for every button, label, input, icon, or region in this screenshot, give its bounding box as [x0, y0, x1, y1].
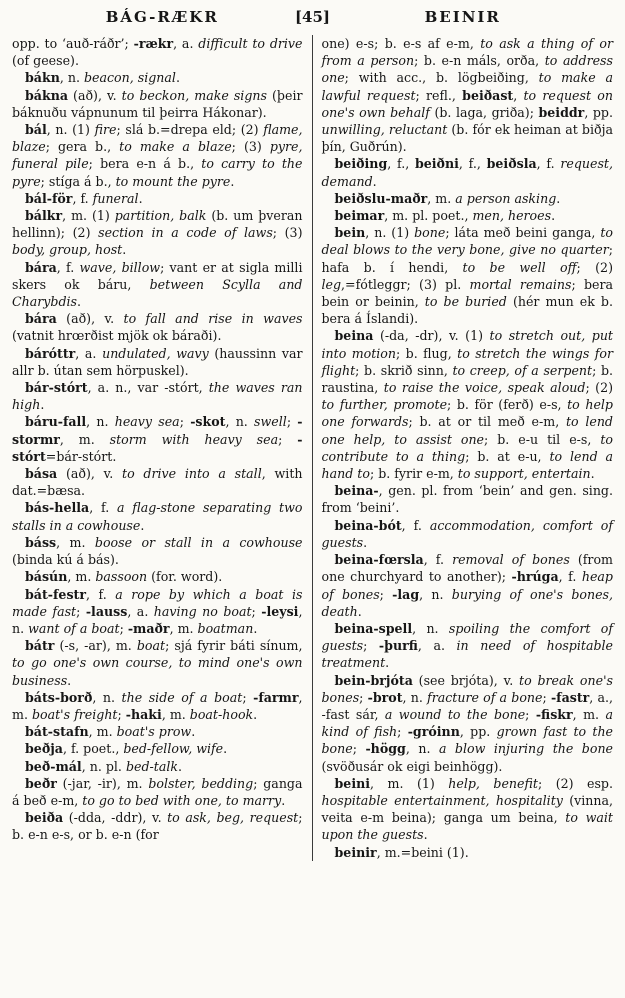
dictionary-entry: bás-hella, f. a flag-stone separating two stalls in a cowhouse.	[12, 500, 303, 533]
dictionary-entry: báss, m. boose or stall in a cowhouse (binda kú á bás).	[12, 534, 303, 568]
dictionary-entry: beinir, m.=beini (1).	[334, 844, 469, 860]
dictionary-entry: báts-borð, n. the side of a boat; -farmr, m. boat's freight; -haki, m. boat-hook.	[12, 689, 303, 722]
dictionary-entry: beiðing, f., beiðni, f., beiðsla, f. request, demand.	[321, 156, 613, 189]
text-block	[12, 35, 613, 861]
dictionary-entry: beina-, gen. pl. from ‘bein’ and gen. sing. from ‘beini’.	[321, 483, 613, 516]
dictionary-entry: bása (að), v. to drive into a stall, with dat.=bæsa.	[12, 466, 303, 499]
header-left-catchword: BÁG-RÆKR	[105, 8, 219, 26]
dictionary-entry: beina-fœrsla, f. removal of bones (from one churchyard to another); -hrúga, f. heap of bones; -lag, n. burying of one's bones, death.	[321, 552, 614, 619]
dictionary-entry: bátr (-s, -ar), m. boat; sjá fyrir báti sínum, to go one's own course, to mind one's own business.	[12, 638, 303, 688]
dictionary-entry: bein-brjóta (see brjóta), v. to break one's bones; -brot, n. fracture of a bone; -fastr, a., -fast sár, a wound to the bone; -fiskr, m. a kind of fish; -gróinn, pp. grown fast to the bone; -högg, n. a blow injuring the bone (svöðusár ok eigi beinhögg).	[321, 672, 614, 774]
dictionary-entry: bál-för, f. funeral.	[25, 190, 143, 206]
dictionary-entry: beðja, f. poet., bed-fellow, wife.	[25, 741, 228, 757]
dictionary-entry: báru-fall, n. heavy sea; -skot, n. swell; -stormr, m. storm with heavy sea; -stórt=bár-stórt.	[12, 414, 303, 464]
dictionary-entry: bár-stórt, a. n., var -stórt, the waves ran high.	[12, 380, 303, 413]
header-right-catchword: BEINIR	[424, 8, 501, 26]
dictionary-entry: bára, f. wave, billow; vant er at sigla milli skers ok báru, between Scylla and Charybdis.	[12, 259, 303, 310]
page-header	[12, 8, 613, 26]
dictionary-entry: bát-festr, f. a rope by which a boat is made fast; -lauss, a. having no boat; -leysi, n. want of a boat; -maðr, m. boatman.	[12, 586, 303, 636]
dictionary-entry: bára (að), v. to fall and rise in waves (vatnit hrœrðist mjök ok báraði).	[12, 311, 303, 344]
dictionary-entry: beiðslu-maðr, m. a person asking.	[334, 190, 561, 206]
dictionary-entry: bálkr, m. (1) partition, balk (b. um þveran hellinn); (2) section in a code of laws; (3) body, group, host.	[12, 208, 303, 258]
right-column	[313, 35, 614, 861]
dictionary-entry: beina-bót, f. accommodation, comfort of guests.	[321, 517, 613, 550]
dictionary-entry: beina (-da, -dr), v. (1) to stretch out, put into motion; b. flug, to stretch the wings for flight; b. skrið sinn, to creep, of a serpent; b. raustina, to raise the voice, speak aloud; (2) to further, promote; b. för (ferð) e-s, to help one forwards; b. at or til með e-m, to lend one help, to assist one; b. e-u til e-s, to contribute to a thing; b. at e-u, to lend a hand to; b. fyrir e-m, to support, entertain.	[321, 328, 614, 482]
dictionary-entry: bát-stafn, m. boat's prow.	[25, 724, 196, 740]
dictionary-entry: bákn, n. beacon, signal.	[25, 70, 180, 86]
dictionary-entry: beimar, m. pl. poet., men, heroes.	[334, 208, 556, 224]
dictionary-entry: beiða (-dda, -ddr), v. to ask, beg, request; b. e-n e-s, or b. e-n (for	[12, 810, 303, 843]
dictionary-entry: bein, n. (1) bone; láta með beini ganga, to deal blows to the very bone, give no quarter; hafa b. í hendi, to be well off; (2) leg,=fótleggr; (3) pl. mortal remains; bera bein or beinin, to be buried (hér mun ek b. bera á Íslandi).	[321, 225, 614, 327]
page-number: [45]	[294, 8, 331, 26]
dictionary-entry: beini, m. (1) help, benefit; (2) esp. hospitable entertainment, hospitality (vinna, veita e-m beina); ganga um beina, to wait upon the guests.	[321, 775, 613, 843]
dictionary-entry: opp. to ‘auð-ráðr’; -rækr, a. difficult to drive (of geese).	[12, 36, 303, 69]
dictionary-entry: beina-spell, n. spoiling the comfort of guests; -þurfi, a. in need of hospitable treatment.	[321, 620, 613, 671]
left-column	[12, 35, 313, 861]
dictionary-entry: bákna (að), v. to beckon, make signs (þeir báknuðu vápnunum til þeirra Hákonar).	[12, 87, 303, 120]
dictionary-entry: one) e-s; b. e-s af e-m, to ask a thing of or from a person; b. e-n máls, orða, to address one; with acc., b. lögbeiðing, to make a lawful request; refl., beiðast, to request on one's own behalf (b. laga, griða); beiddr, pp. unwilling, reluctant (b. fór ek heiman at biðja þín, Guðrún).	[321, 36, 613, 155]
dictionary-entry: beð-mál, n. pl. bed-talk.	[25, 758, 183, 774]
dictionary-entry: básún, m. bassoon (for. word).	[25, 569, 223, 585]
dictionary-entry: báróttr, a. undulated, wavy (haussinn var allr b. útan sem hörpuskel).	[12, 345, 303, 378]
dictionary-entry: bál, n. (1) fire; slá b.=drepa eld; (2) flame, blaze; gera b., to make a blaze; (3) pyre, funeral pile; bera e-n á b., to carry to the pyre; stíga á b., to mount the pyre.	[12, 122, 303, 189]
dictionary-entry: beðr (-jar, -ir), m. bolster, bedding; ganga á beð e-m, to go to bed with one, to marry.	[12, 775, 303, 808]
